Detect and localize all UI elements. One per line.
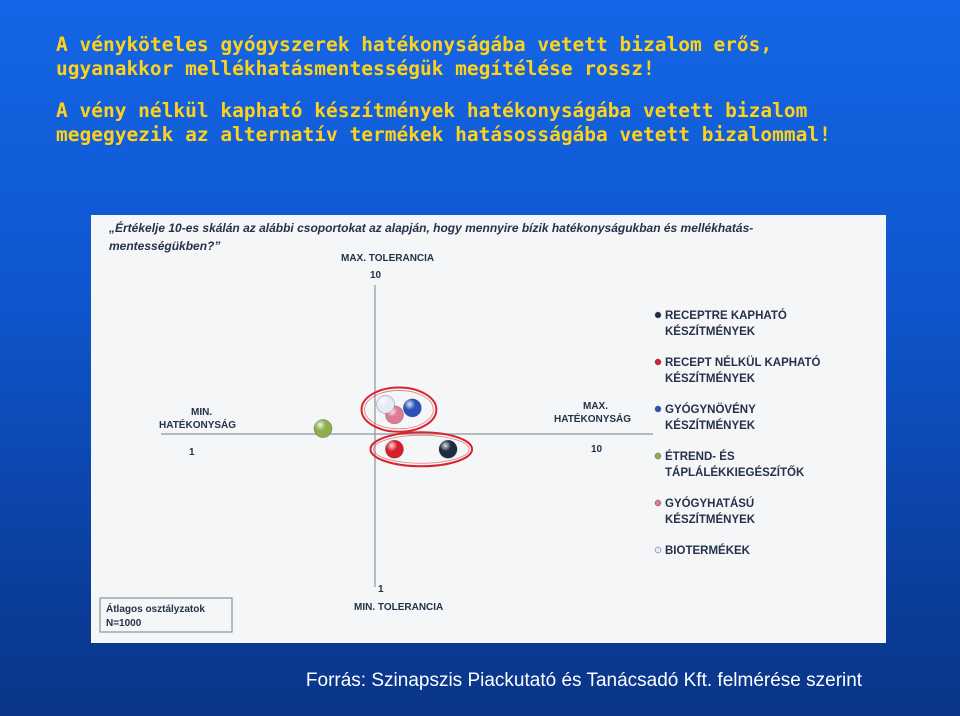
bubble-shine-1 [439, 440, 457, 458]
source-footer [0, 670, 960, 692]
x-axis-min-value: 1 [189, 447, 195, 458]
bubble-chart [91, 215, 886, 643]
legend-label-2-line-1: RECEPT NÉLKÜL KAPHATÓ [665, 357, 821, 369]
x-axis-max-value: 10 [591, 444, 603, 455]
y-axis-min-value: 1 [378, 584, 384, 595]
legend-label-1-line-2: KÉSZÍTMÉNYEK [665, 326, 756, 338]
legend-marker-4 [655, 453, 661, 459]
legend-label-2-line-2: KÉSZÍTMÉNYEK [665, 373, 756, 385]
x-axis-max-label-line-2: HATÉKONYSÁG [554, 414, 632, 425]
legend-label-4-line-1: ÉTREND- ÉS [665, 451, 735, 463]
y-axis-max-value: 10 [370, 270, 382, 281]
legend [655, 309, 821, 557]
survey-question-line-1: „Értékelje 10-es skálán az alábbi csoportokat az alapján, hogy mennyire bízik hatékonyságukban és mellékhatás- [109, 221, 754, 235]
headline-bottom [56, 99, 936, 147]
legend-label-3-line-2: KÉSZÍTMÉNYEK [665, 420, 756, 432]
headline-line-1: A vényköteles gyógyszerek hatékonyságába vetett bizalom erős, [56, 33, 773, 56]
headline-line-4: megegyezik az alternatív termékek hatásosságába vetett bizalommal! [56, 123, 831, 146]
bubble-shine-4 [314, 420, 332, 438]
x-axis-max-label-line-1: MAX. [583, 401, 608, 412]
note-line-1: Átlagos osztályzatok [106, 604, 205, 615]
legend-label-4-line-2: TÁPLÁLÉKKIEGÉSZÍTŐK [665, 467, 805, 479]
legend-marker-6 [655, 547, 661, 553]
y-axis-min-label: MIN. TOLERANCIA [354, 602, 444, 613]
chart-panel [91, 215, 886, 643]
headline-line-3: A vény nélkül kapható készítmények hatékonyságába vetett bizalom [56, 99, 808, 122]
note-line-2: N=1000 [106, 618, 142, 629]
headline-line-2: ugyanakkor mellékhatásmentességük megítélése rossz! [56, 57, 655, 80]
x-axis-min-label-line-2: HATÉKONYSÁG [159, 420, 237, 431]
legend-marker-2 [655, 359, 661, 365]
x-axis-min-label-line-1: MIN. [191, 407, 213, 418]
bubble-shine-6 [377, 395, 395, 413]
legend-marker-3 [655, 406, 661, 412]
legend-label-1-line-1: RECEPTRE KAPHATÓ [665, 310, 787, 322]
legend-label-6-line-1: BIOTERMÉKEK [665, 545, 750, 557]
bubble-shine-3 [403, 399, 421, 417]
survey-question-line-2: mentességükben?” [109, 239, 221, 253]
legend-label-5-line-2: KÉSZÍTMÉNYEK [665, 514, 756, 526]
legend-marker-1 [655, 312, 661, 318]
legend-label-5-line-1: GYÓGYHATÁSÚ [665, 498, 755, 510]
headline-top [56, 33, 936, 81]
source-text: Forrás: Szinapszis Piackutató és Tanácsadó Kft. felmérése szerint [305, 670, 863, 691]
bubble-shine-2 [385, 440, 403, 458]
legend-marker-5 [655, 500, 661, 506]
legend-label-3-line-1: GYÓGYNÖVÉNY [665, 404, 756, 416]
y-axis-max-label: MAX. TOLERANCIA [341, 253, 435, 264]
